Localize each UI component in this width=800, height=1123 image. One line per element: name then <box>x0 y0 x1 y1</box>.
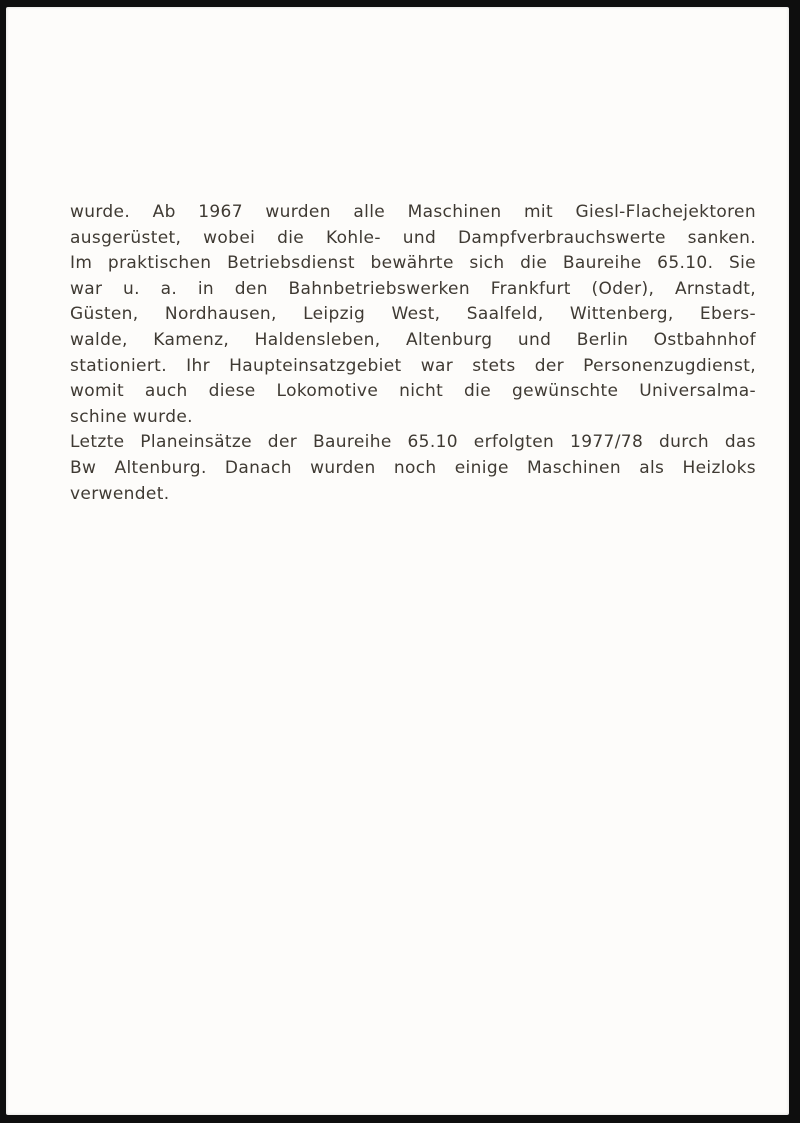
text-line: schine wurde. <box>70 406 193 427</box>
text-line: Letzte Planeinsätze der Baureihe 65.10 erfolgten 1977/78 durch das <box>70 432 756 453</box>
text-line: wurde. Ab 1967 wurden alle Maschinen mit Giesl-Flachejektoren <box>70 202 756 222</box>
text-line: Im praktischen Betriebsdienst bewährte sich die Baureihe 65.10. Sie <box>70 253 756 274</box>
text-line: walde, Kamenz, Haldensleben, Altenburg und Berlin Ostbahnhof <box>70 329 756 350</box>
text-line: stationiert. Ihr Haupteinsatzgebiet war stets der Personenzugdienst, <box>70 355 756 376</box>
text-line: war u. a. in den Bahnbetriebswerken Frankfurt (Oder), Arnstadt, <box>70 278 756 299</box>
text-line: Bw Altenburg. Danach wurden noch einige Maschinen als Heizloks <box>70 457 756 478</box>
paragraph-2 <box>70 430 756 507</box>
text-line: verwendet. <box>70 483 170 504</box>
document-page <box>6 7 789 1115</box>
text-line: ausgerüstet, wobei die Kohle- und Dampfverbrauchswerte sanken. <box>70 227 756 248</box>
body-text <box>70 200 756 507</box>
paragraph-1 <box>70 200 756 430</box>
text-line: Güsten, Nordhausen, Leipzig West, Saalfeld, Wittenberg, Ebers- <box>70 304 756 325</box>
text-line: womit auch diese Lokomotive nicht die gewünschte Universalma- <box>70 381 756 402</box>
